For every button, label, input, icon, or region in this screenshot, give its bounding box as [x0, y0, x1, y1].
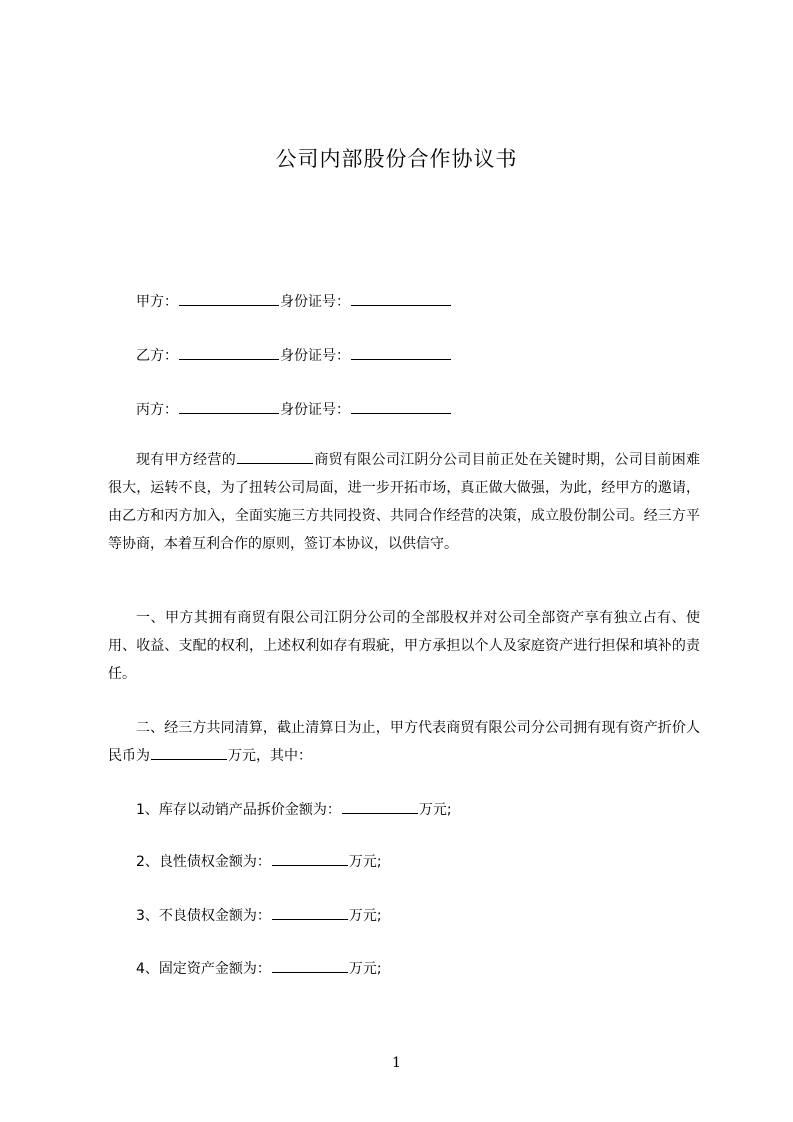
id-blank	[351, 345, 451, 360]
clause-one: 一、甲方其拥有商贸有限公司江阴分公司的全部股权并对公司全部资产享有独立占有、使用、收益、支配的权利，上述权利如存有瑕疵，甲方承担以个人及家庭资产进行担保和填补的责任。	[108, 610, 700, 682]
party-line-bing	[136, 399, 452, 419]
clause-two-suffix: 万元，其中：	[228, 748, 312, 764]
party-label: 甲方：	[136, 294, 178, 310]
item-unit: 万元;	[418, 802, 452, 818]
name-blank	[179, 345, 279, 360]
item-unit: 万元;	[348, 908, 382, 924]
party-label: 乙方：	[136, 348, 178, 364]
item-label: 1、库存以动销产品拆价金额为：	[136, 802, 341, 818]
item-unit: 万元;	[348, 961, 382, 977]
document-title: 公司内部股份合作协议书	[275, 147, 518, 171]
item-label: 2、良性债权金额为：	[136, 854, 271, 870]
id-label: 身份证号：	[280, 294, 350, 310]
business-name-blank	[237, 449, 313, 464]
asset-item-1	[136, 799, 452, 819]
asset-item-4	[136, 958, 382, 978]
id-blank	[351, 291, 451, 306]
id-label: 身份证号：	[280, 402, 350, 418]
party-line-yi	[136, 345, 452, 365]
asset-value-blank	[151, 745, 227, 760]
clause-two	[108, 714, 700, 770]
intro-suffix: 商贸有限公司江阴分公司目前正处在关键时期，公司目前困难很大，运转不良，为了扭转公司局面，进一步开拓市场，真正做大做强，为此，经甲方的邀请，由乙方和丙方加入，全面实施三方共同投资、共同合作经营的决策，成立股份制公司。经三方平等协商，本着互利合作的原则，签订本协议，以供信守。	[108, 452, 701, 552]
amount-blank	[272, 905, 348, 920]
id-label: 身份证号：	[280, 348, 350, 364]
amount-blank	[272, 851, 348, 866]
intro-paragraph	[108, 446, 700, 558]
clause-two-prefix: 二、经三方共同清算，截止清算日为止，甲方代表商贸有限公司分公司拥有现有资产折价人民币为	[108, 720, 700, 764]
item-unit: 万元;	[348, 854, 382, 870]
party-label: 丙方：	[136, 402, 178, 418]
asset-item-2	[136, 851, 382, 871]
asset-item-3	[136, 905, 382, 925]
page-number: 1	[392, 1055, 401, 1071]
party-line-jia	[136, 291, 452, 311]
amount-blank	[342, 799, 418, 814]
intro-prefix: 现有甲方经营的	[136, 452, 237, 468]
item-label: 4、固定资产金额为：	[136, 961, 271, 977]
name-blank	[179, 291, 279, 306]
item-label: 3、不良债权金额为：	[136, 908, 271, 924]
id-blank	[351, 399, 451, 414]
name-blank	[179, 399, 279, 414]
amount-blank	[272, 958, 348, 973]
